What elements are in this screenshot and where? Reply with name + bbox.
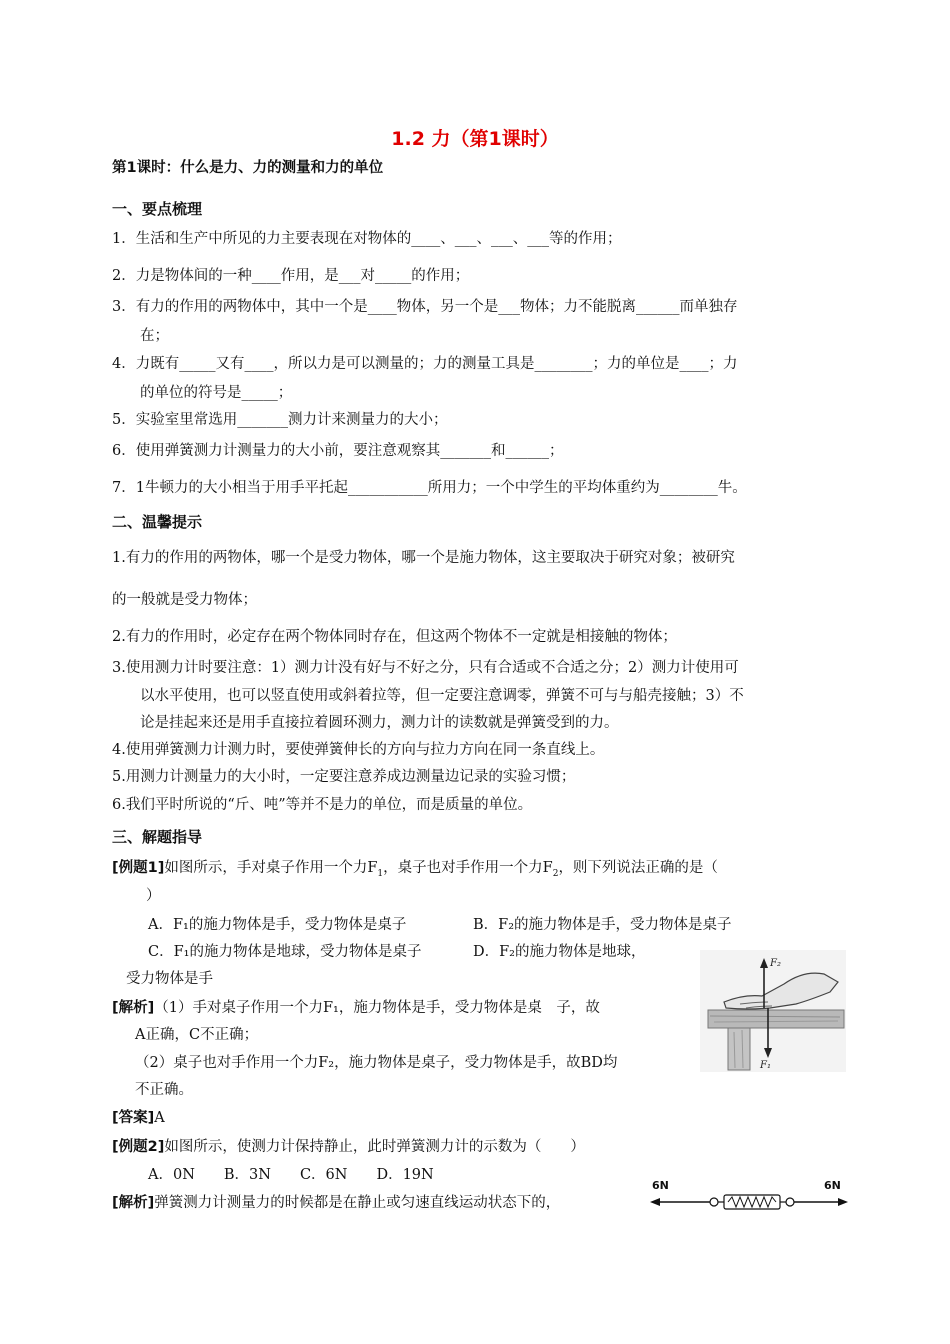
point-line: 4．力既有_____又有____，所以力是可以测量的；力的测量工具是________；力的单位是____；力 (112, 356, 738, 372)
example1-analysis-4: 不正确。 (135, 1082, 193, 1098)
point-line: 的单位的符号是_____； (140, 385, 293, 401)
answer-tag: [答案] (112, 1110, 155, 1126)
example2-options: A．0N B．3N C．6N D．19N (148, 1167, 434, 1183)
example2-tag: [例题2] (112, 1139, 165, 1155)
example1-answer: [答案]A (112, 1110, 165, 1126)
right-force-label: 6N (824, 1179, 841, 1192)
example1-analysis-1: [解析]（1）手对桌子作用一个力F₁，施力物体是手，受力物体是桌 子，故 (112, 1000, 600, 1016)
hand-table-figure (700, 950, 846, 1072)
tip-line: 5.用测力计测量力的大小时，一定要注意养成边测量边记录的实验习惯； (112, 769, 576, 785)
section-heading-guidance: 三、解题指导 (112, 828, 203, 846)
spring-scale-figure (648, 1178, 850, 1212)
tip-line: 6.我们平时所说的“斤、吨”等并不是力的单位，而是质量的单位。 (112, 797, 533, 813)
point-line: 5．实验室里常选用_______测力计来测量力的大小； (112, 412, 448, 428)
example1-analysis-3: （2）桌子也对手作用一个力F₂，施力物体是桌子，受力物体是手，故BD均 (135, 1055, 618, 1071)
example1-option-d: D．F₂的施力物体是地球， (473, 944, 646, 960)
section-heading-tips: 二、温馨提示 (112, 513, 203, 531)
point-line: 2．力是物体间的一种____作用，是___对_____的作用； (112, 268, 470, 284)
force-f1-label: F₁ (760, 1060, 771, 1071)
tip-line: 2.有力的作用时，必定存在两个物体同时存在，但这两个物体不一定就是相接触的物体； (112, 629, 677, 645)
example1-option-c: C．F₁的施力物体是地球，受力物体是桌子 (148, 944, 422, 960)
force-f2-label: F₂ (770, 958, 781, 969)
example1-tag: [例题1] (112, 860, 165, 876)
point-line: 在； (140, 328, 169, 344)
example1-option-b: B．F₂的施力物体是手，受力物体是桌子 (473, 917, 732, 933)
tip-line: 4.使用弹簧测力计测力时，要使弹簧伸长的方向与拉力方向在同一条直线上。 (112, 742, 605, 758)
tip-line: 论是挂起来还是用手直接拉着圆环测力，测力计的读数就是弹簧受到的力。 (140, 715, 619, 731)
example1-question-end: ） (146, 888, 161, 904)
example1-question: [例题1]如图所示，手对桌子作用一个力$F_1$，桌子也对手作用一个力$F_2$，则下列说法正确的是（ (112, 860, 718, 879)
point-line: 6．使用弹簧测力计测量力的大小前，要注意观察其_______和______； (112, 443, 564, 459)
example1-analysis-2: A正确，C不正确； (135, 1027, 259, 1043)
example1-option-d-cont: 受力物体是手 (126, 971, 213, 987)
analysis-tag: [解析] (112, 1000, 155, 1016)
point-line: 3．有力的作用的两物体中，其中一个是____物体，另一个是___物体；力不能脱离______而单独存 (112, 299, 738, 315)
tip-line: 3.使用测力计时要注意：1）测力计没有好与不好之分，只有合适或不合适之分；2）测力计使用可 (112, 660, 739, 676)
example2-analysis: [解析]弹簧测力计测量力的时候都是在静止或匀速直线运动状态下的， (112, 1195, 561, 1211)
tip-line: 1.有力的作用的两物体，哪一个是受力物体，哪一个是施力物体，这主要取决于研究对象；被研究 (112, 550, 735, 566)
example1-option-a: A．F₁的施力物体是手，受力物体是桌子 (148, 917, 407, 933)
lesson-subtitle: 第1课时：什么是力、力的测量和力的单位 (112, 160, 384, 176)
point-line: 7．1牛顿力的大小相当于用手平托起___________所用力；一个中学生的平均体重约为________牛。 (112, 480, 747, 496)
tip-line: 的一般就是受力物体； (112, 592, 257, 608)
analysis-tag: [解析] (112, 1195, 155, 1211)
tip-line: 以水平使用，也可以竖直使用或斜着拉等，但一定要注意调零，弹簧不可与与船壳接触；3）不 (140, 688, 744, 704)
left-force-label: 6N (652, 1179, 669, 1192)
point-line: 1．生活和生产中所见的力主要表现在对物体的____、___、___、___等的作用； (112, 231, 622, 247)
example2-question: [例题2]如图所示，使测力计保持静止，此时弹簧测力计的示数为（ ） (112, 1139, 585, 1155)
page-title: 1.2 力（第1课时） (391, 128, 559, 150)
section-heading-key-points: 一、要点梳理 (112, 200, 203, 218)
